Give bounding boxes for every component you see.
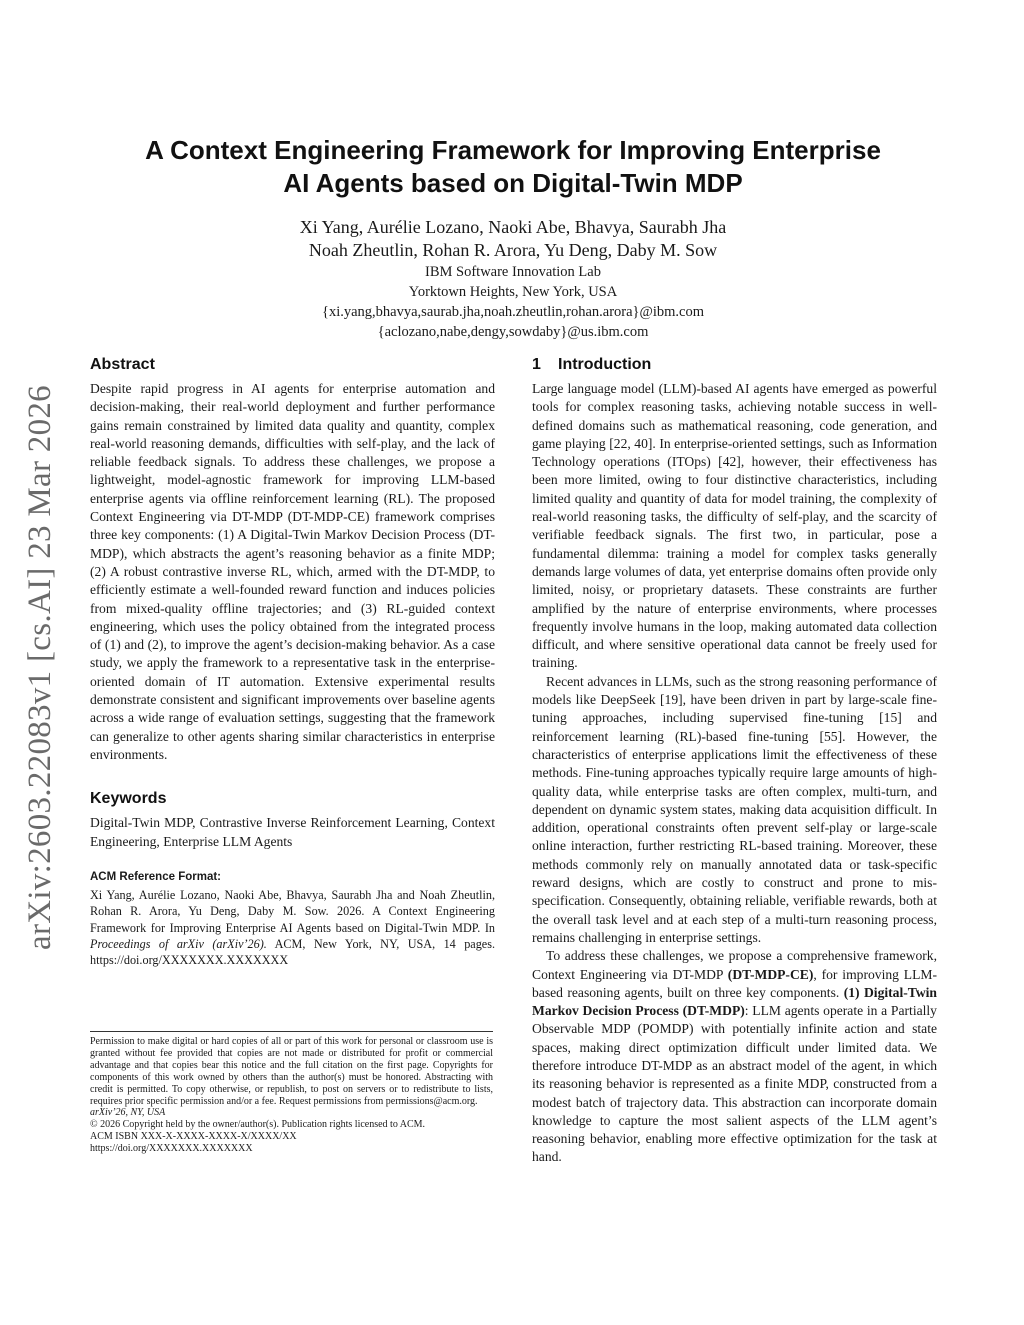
intro-p3-framework-name: (DT-MDP-CE)	[727, 966, 814, 982]
footnote-isbn: ACM ISBN XXX-X-XXXX-XXXX-X/XXXX/XX	[90, 1131, 297, 1143]
permission-notice: Permission to make digital or hard copies of all or part of this work for personal or classroom use is granted without fee provided that copies are not made or distributed for profit or commercial advantage and that copies bear this notice and the full citation on the first page. Copyrights for components of this work owned by others than the author(s) must be honored. Abstracting with credit is permitted. To copy otherwise, or republish, to post on servers or to redistribute to lists, requires prior specific permission and/or a fee. Request permissions from permissions@acm.org.	[90, 1036, 493, 1107]
acm-reference-text	[90, 887, 495, 969]
abstract-text: Despite rapid progress in AI agents for enterprise automation and decision-making, their real-world deployment and further performance gains remain constrained by limited data quality and quantity, complex real-world reasoning demands, difficulties with self-play, and the lack of reliable feedback signals. To address these challenges, we propose a lightweight, model-agnostic framework for improving LLM-based enterprise agents via offline reinforcement learning (RL). The proposed Context Engineering via DT-MDP (DT-MDP-CE) framework comprises three key components: (1) A Digital-Twin Markov Decision Process (DT-MDP), which abstracts the agent’s reasoning behavior as a finite MDP; (2) A robust contrastive inverse RL, which, armed with the DT-MDP, to efficiently estimate a well-founded reward function and induces policies from mixed-quality offline trajectories; and (3) RL-guided context engineering, which uses the policy obtained from the integrated process of (1) and (2), to improve the agent’s decision-making behavior. As a case study, we apply the framework to a representative task in the enterprise-oriented domain of IT automation. Extensive experimental results demonstrate consistent and significant improvements over baseline agents across a wide range of evaluation settings, suggesting that the framework can generalize to other agents sharing similar characteristics in enterprise environments.	[90, 381, 495, 762]
intro-p3-part-a: To address these challenges, we propose a comprehensive framework, Context Engineering via DT-MDP	[532, 948, 937, 982]
footnote-copyright: © 2026 Copyright held by the owner/author(s). Publication rights licensed to ACM.	[90, 1119, 426, 1131]
introduction-heading	[532, 354, 937, 375]
section-number: 1	[532, 356, 541, 373]
arxiv-identifier-stamp	[18, 372, 62, 962]
intro-p3-part-e: : LLM agents operate in a Partially Observable MDP (POMDP) with potentially infinite action and state spaces, making direct optimization difficult under limited data. We therefore introduce DT-MDP as an abstract model of the agent, in which its reasoning behavior is represented as a finite MDP, constructed from a modest batch of trajectory data. This abstraction can incorporate domain knowledge to capture the most salient aspects of the LLM agent’s reasoning behavior, enabling more effective optimization for the task at hand.	[532, 1003, 937, 1165]
acm-reference-venue: Proceedings of arXiv (arXiv’26).	[90, 937, 267, 952]
affiliation-block	[90, 262, 936, 342]
authors-line-1: Xi Yang, Aurélie Lozano, Naoki Abe, Bhavya, Saurabh Jha	[299, 217, 727, 237]
acm-reference-authors: Xi Yang, Aurélie Lozano, Naoki Abe, Bhavya, Saurabh Jha and Noah Zheutlin, Rohan R. Arora, Yu Deng, Daby M. Sow. 2026. A Context Engineering Framework for Improving Enterprise AI Agents based on Digital-Twin MDP. In	[90, 887, 495, 935]
copyright-footnote	[90, 1031, 493, 1155]
right-column	[532, 354, 937, 1167]
footnote-doi: https://doi.org/XXXXXXX.XXXXXXX	[90, 1143, 253, 1155]
title-line-2: AI Agents based on Digital-Twin MDP	[283, 168, 743, 198]
authors-line-2: Noah Zheutlin, Rohan R. Arora, Yu Deng, Daby M. Sow	[308, 240, 718, 260]
introduction-section	[532, 354, 937, 1167]
section-title: Introduction	[558, 356, 652, 373]
intro-p3-component-1: (1) Digital-Twin Markov Decision Process (DT-MDP)	[532, 984, 937, 1019]
abstract-section	[90, 354, 495, 764]
affiliation-email-2: {aclozano,nabe,dengy,sowdaby}@us.ibm.com	[377, 324, 649, 340]
intro-paragraph-2: Recent advances in LLMs, such as the strong reasoning performance of models like DeepSeek [19], have been driven in part by large-scale fine-tuning approaches, including supervised fine-tuning [15] and reinforcement learning (RL)-based fine-tuning [55]. However, the characteristics of enterprise applications limit the effectiveness of these methods. Fine-tuning approaches typically require large amounts of high-quality data, while enterprise tasks are often complex, multi-turn, and dependent on dynamic system states, making data acquisition difficult. In addition, operational constraints often prevent self-play or large-scale online interaction, further restricting RL-based training. Moreover, these methods commonly rely on manually annotated data or task-specific reward designs, which are costly to construct and prone to mis-specification. Consequently, obtaining reliable, verifiable rewards, both at the overall task level and at each step of a multi-turn reasoning process, remains challenging in enterprise settings.	[532, 673, 937, 945]
intro-paragraph-3	[532, 947, 937, 1167]
acm-reference-heading: ACM Reference Format:	[90, 870, 221, 883]
author-list	[90, 216, 936, 262]
intro-p3-part-c: , for improving LLM-based reasoning agents, built on three key components.	[532, 966, 937, 1000]
arxiv-identifier-text: arXiv:2603.22083v1 [cs.AI] 23 Mar 2026	[21, 384, 58, 950]
affiliation-email-1: {xi.yang,bhavya,saurab.jha,noah.zheutlin,rohan.arora}@ibm.com	[322, 304, 704, 320]
footnote-divider	[90, 1031, 493, 1032]
acm-reference-section	[90, 869, 495, 969]
acm-reference-publisher: ACM, New York, NY, USA, 14 pages. https://doi.org/XXXXXXX.XXXXXXX	[90, 937, 496, 968]
keywords-section	[90, 788, 495, 851]
keywords-heading: Keywords	[90, 790, 167, 808]
paper-title	[90, 134, 936, 200]
abstract-heading: Abstract	[90, 356, 155, 373]
intro-paragraph-1: Large language model (LLM)-based AI agents have emerged as powerful tools for complex reasoning tasks, achieving notable success in well-defined domains such as mathematical reasoning, code generation, and game playing [22, 40]. In enterprise-oriented settings, such as Information Technology operations (ITOps) [42], however, their effectiveness has been more limited, owing to four distinctive characteristics, including limited quality and quantity of data for model training, the complexity of real-world reasoning tasks, the difficulty of self-play, and the scarcity of verifiable feedback signals. The first two, in particular, pose a fundamental dilemma: training a model for complex tasks generally demands large volumes of data, yet enterprise domains often provide only limited, noisy, or proprietary datasets. These constraints are further amplified by the nature of enterprise environments, where processes frequently involve humans in the loop, making automated data collection difficult, and where sensitive operational data cannot be freely used for training.	[532, 381, 937, 671]
affiliation-org: IBM Software Innovation Lab	[425, 264, 601, 280]
title-line-1: A Context Engineering Framework for Improving Enterprise	[145, 135, 881, 165]
keywords-text: Digital-Twin MDP, Contrastive Inverse Reinforcement Learning, Context Engineering, Enterprise LLM Agents	[90, 815, 495, 849]
footnote-venue: arXiv’26, NY, USA	[90, 1107, 166, 1119]
affiliation-location: Yorktown Heights, New York, USA	[408, 284, 618, 300]
left-column	[90, 354, 495, 969]
